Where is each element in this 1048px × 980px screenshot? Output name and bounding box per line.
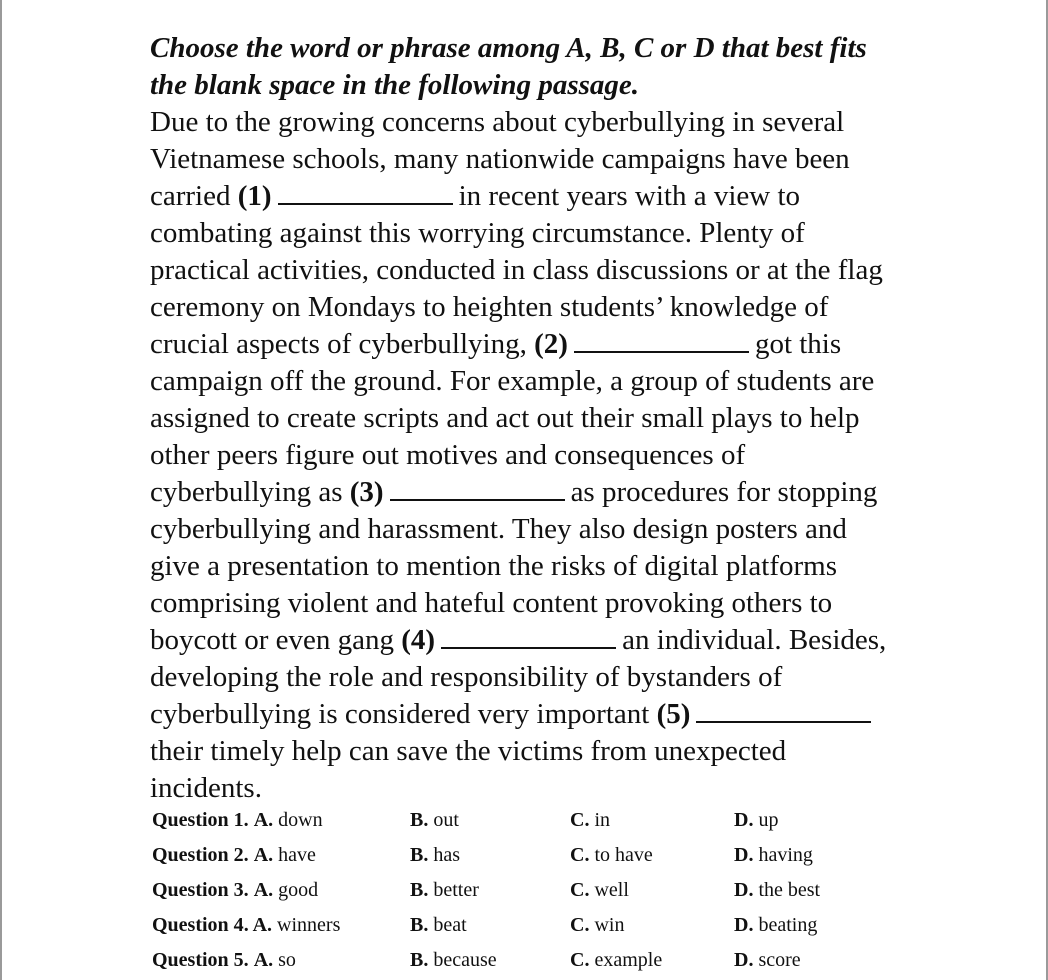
passage-line: campaign off the ground. For example, a group of students are [150, 365, 875, 397]
option-a[interactable]: down [278, 809, 323, 831]
question-row-5 [152, 943, 1012, 978]
passage-text: an individual. Besides, [622, 624, 887, 656]
passage [150, 104, 980, 807]
option-d[interactable]: D. the best [734, 879, 821, 901]
option-c[interactable]: C. win [570, 914, 625, 936]
passage-line: Due to the growing concerns about cyberbullying in several [150, 106, 845, 138]
passage-line: their timely help can save the victims from unexpected [150, 735, 787, 767]
passage-line: give a presentation to mention the risks of digital platforms [150, 550, 837, 582]
passage-text: crucial aspects of cyberbullying, [150, 328, 527, 360]
option-d[interactable]: D. score [734, 949, 801, 971]
passage-line [150, 178, 980, 215]
option-a[interactable]: winners [277, 914, 341, 936]
blank-number-2: (2) [534, 328, 568, 360]
option-c[interactable]: C. to have [570, 844, 653, 866]
option-a[interactable]: have [278, 844, 316, 866]
option-a[interactable]: so [278, 949, 296, 971]
question-label: Question 4. A. winners [152, 914, 341, 936]
blank-number-4: (4) [401, 624, 436, 656]
question-label: Question 1. A. down [152, 809, 323, 831]
passage-line: developing the role and responsibility of bystanders of [150, 661, 783, 693]
question-list [152, 803, 1012, 978]
passage-line [150, 474, 980, 511]
question-row-4 [152, 908, 1012, 943]
question-label: Question 5. A. so [152, 949, 296, 971]
question-label: Question 3. A. good [152, 879, 319, 901]
passage-line [150, 622, 980, 659]
option-d[interactable]: D. up [734, 809, 779, 831]
option-b[interactable]: B. because [410, 949, 497, 971]
blank-1[interactable] [278, 179, 453, 205]
passage-text: cyberbullying as [150, 476, 343, 508]
instruction [150, 30, 980, 104]
blank-3[interactable] [390, 475, 565, 501]
passage-line [150, 326, 980, 363]
passage-line: ceremony on Mondays to heighten students’ knowledge of [150, 291, 829, 323]
passage-text: cyberbullying is considered very important [150, 698, 650, 730]
option-c[interactable]: C. example [570, 949, 663, 971]
document-page [150, 30, 980, 807]
option-c[interactable]: C. well [570, 879, 629, 901]
passage-line: other peers figure out motives and consequences of [150, 439, 746, 471]
option-b[interactable]: B. better [410, 879, 479, 901]
passage-text: carried [150, 180, 231, 212]
option-c[interactable]: C. in [570, 809, 611, 831]
passage-text: got this [754, 328, 842, 360]
instruction-line-1: Choose the word or phrase among A, B, C or D that best fits [150, 32, 867, 64]
passage-line: Vietnamese schools, many nationwide campaigns have been [150, 143, 850, 175]
passage-line: incidents. [150, 772, 262, 804]
question-row-1 [152, 803, 1012, 838]
option-b[interactable]: B. beat [410, 914, 467, 936]
blank-number-1: (1) [237, 180, 272, 212]
passage-line: comprising violent and hateful content provoking others to [150, 587, 833, 619]
passage-line: cyberbullying and harassment. They also design posters and [150, 513, 847, 545]
option-b[interactable]: B. out [410, 809, 459, 831]
question-row-2 [152, 838, 1012, 873]
blank-number-3: (3) [349, 476, 384, 508]
blank-4[interactable] [441, 623, 616, 649]
blank-5[interactable] [696, 697, 871, 723]
question-label: Question 2. A. have [152, 844, 316, 866]
blank-number-5: (5) [656, 698, 691, 730]
left-border [0, 0, 2, 980]
passage-text: boycott or even gang [150, 624, 395, 656]
option-d[interactable]: D. having [734, 844, 813, 866]
option-a[interactable]: good [278, 879, 319, 901]
passage-text: in recent years with a view to [458, 180, 801, 212]
question-row-3 [152, 873, 1012, 908]
passage-line: assigned to create scripts and act out their small plays to help [150, 402, 860, 434]
passage-line [150, 696, 980, 733]
instruction-line-2: the blank space in the following passage. [150, 69, 640, 101]
passage-line: combating against this worrying circumstance. Plenty of [150, 217, 805, 249]
passage-text: as procedures for stopping [570, 476, 878, 508]
option-d[interactable]: D. beating [734, 914, 818, 936]
option-b[interactable]: B. has [410, 844, 461, 866]
passage-line: practical activities, conducted in class discussions or at the flag [150, 254, 883, 286]
blank-2[interactable] [574, 327, 749, 353]
